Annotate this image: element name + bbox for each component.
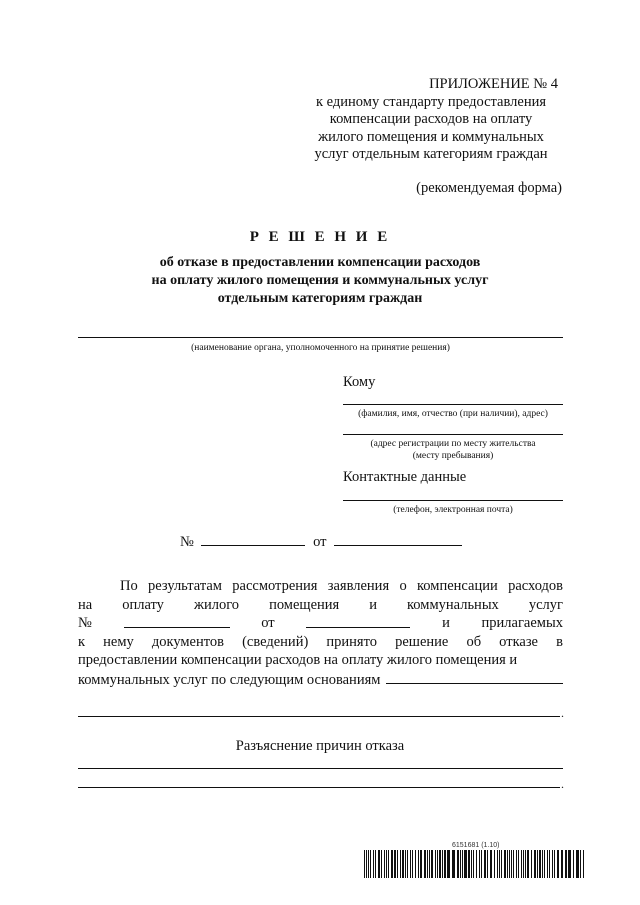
appendix-line: к единому стандарту предоставления [315, 93, 547, 110]
body-line-4 [78, 633, 563, 652]
body-line-3 [78, 614, 563, 633]
authority-caption: (наименование органа, уполномоченного на принятие решения) [191, 343, 450, 353]
explanation-field-line-2[interactable] [78, 787, 560, 788]
contacts-caption: (телефон, электронная почта) [393, 505, 513, 515]
word: от [261, 615, 275, 631]
explanation-field-line-1[interactable] [78, 768, 563, 769]
document-subtitle [0, 254, 640, 308]
word: заявления [327, 578, 390, 594]
word: о [399, 578, 407, 594]
decision-number-line [180, 532, 462, 551]
application-date-field[interactable] [306, 614, 410, 628]
word: компенсации [417, 578, 498, 594]
word: в [556, 633, 563, 650]
explanation-heading: Разъяснение причин отказа [235, 738, 405, 754]
word: об [466, 633, 482, 650]
word: № [78, 615, 92, 631]
body-line-6 [78, 670, 563, 690]
word: нему [103, 633, 134, 650]
date-label: от [313, 534, 327, 550]
word: помещения [269, 596, 340, 613]
document-title: Р Е Ш Е Н И Е [249, 229, 391, 245]
appendix-line: компенсации расходов на оплату [329, 111, 533, 127]
body-line-6-text: коммунальных услуг по следующим основаниям [78, 671, 381, 688]
subtitle-line: на оплату жилого помещения и коммунальных услуг [151, 273, 489, 288]
address-caption-line: (месту пребывания) [412, 451, 494, 461]
word: рассмотрения [232, 578, 318, 594]
word: и [442, 615, 450, 631]
body-line-5-text: предоставлении компенсации расходов на оплату жилого помещения и [78, 652, 518, 668]
word: к [78, 633, 86, 650]
body-line-2 [78, 596, 563, 615]
word: расходов [508, 578, 563, 594]
explanation-end-mark: . [561, 777, 564, 791]
recipient-name-caption: (фамилия, имя, отчество (при наличии), адрес) [358, 409, 548, 419]
grounds-end-mark: . [561, 706, 564, 720]
word: принято [326, 633, 377, 650]
word: оплату [122, 596, 164, 613]
body-line-1 [78, 577, 563, 596]
appendix-line: жилого помещения и коммунальных [318, 128, 544, 145]
form-note: (рекомендуемая форма) [416, 180, 562, 196]
word: прилагаемых [481, 615, 563, 631]
word: документов [151, 633, 224, 650]
body-paragraph [78, 577, 563, 689]
recipient-address-caption [343, 438, 563, 462]
contacts-label: Контактные данные [343, 469, 467, 485]
appendix-line: услуг отдельным категориям граждан [314, 146, 548, 162]
barcode-code: 6151681 (1.10) [452, 842, 500, 849]
barcode-icon [364, 850, 584, 878]
to-label: Кому [343, 374, 376, 390]
word: решение [395, 633, 449, 650]
recipient-address-field-line[interactable] [343, 434, 563, 435]
word: и [369, 596, 377, 613]
word: отказе [499, 633, 538, 650]
subtitle-line: об отказе в предоставлении компенсации расходов [159, 255, 481, 270]
appendix-block [300, 76, 562, 164]
appendix-title: ПРИЛОЖЕНИЕ № 4 [429, 76, 558, 92]
contacts-field-line[interactable] [343, 500, 563, 501]
word: коммунальных [407, 596, 499, 613]
decision-number-field[interactable] [201, 532, 305, 546]
word: услуг [528, 596, 563, 613]
number-label: № [180, 534, 194, 550]
word: на [78, 596, 93, 613]
decision-date-field[interactable] [334, 532, 462, 546]
word: По [120, 578, 138, 594]
address-caption-line: (адрес регистрации по месту жительства [370, 439, 536, 449]
recipient-name-field-line[interactable] [343, 404, 563, 405]
word: жилого [193, 596, 240, 613]
word: результатам [148, 578, 222, 594]
grounds-field[interactable] [386, 670, 563, 684]
body-line-5 [78, 651, 563, 670]
authority-field-line[interactable] [78, 337, 563, 338]
subtitle-line: отдельным категориям граждан [217, 291, 423, 306]
word: (сведений) [242, 633, 309, 650]
grounds-field-line-2[interactable] [78, 716, 560, 717]
application-number-field[interactable] [124, 614, 230, 628]
